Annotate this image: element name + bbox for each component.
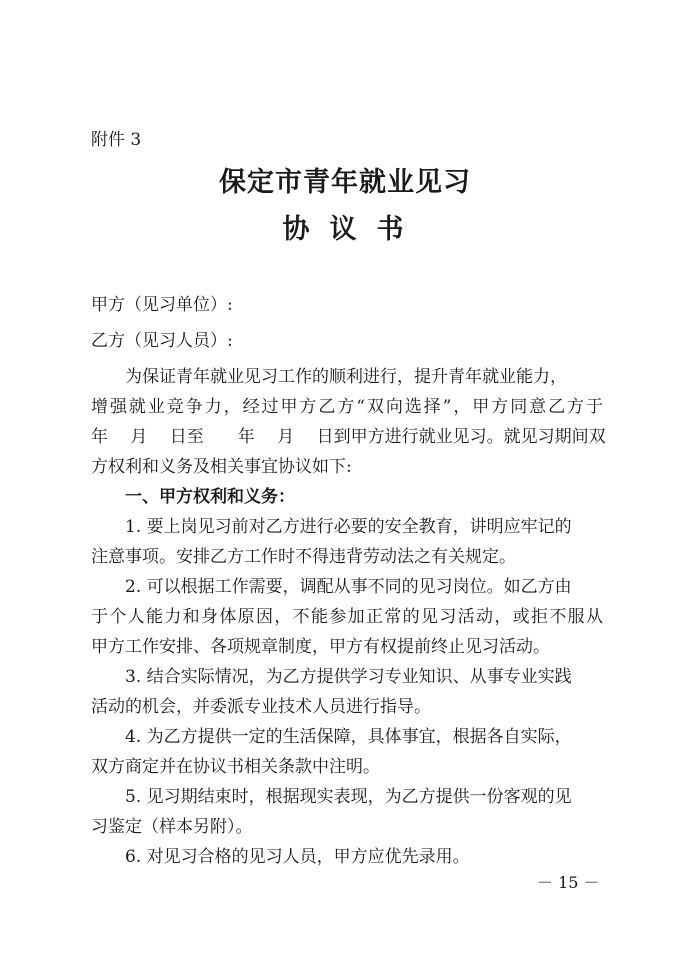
clause-line: 活动的机会，并委派专业技术人员进行指导。: [91, 697, 431, 717]
party-b-line: 乙方（见习人员）:: [91, 331, 233, 351]
intro-line: 年 月 日至 年 月 日到甲方进行就业见习。就见习期间双: [91, 427, 606, 447]
clause-line: 于个人能力和身体原因，不能参加正常的见习活动，或拒不服从: [91, 607, 603, 627]
clause-line: 1. 要上岗见习前对乙方进行必要的安全教育，讲明应牢记的: [125, 517, 572, 537]
attachment-label: 附件 3: [91, 130, 142, 150]
document-subtitle: 协议书: [282, 214, 424, 245]
intro-line: 增强就业竞争力，经过甲方乙方“双向选择”，甲方同意乙方于: [91, 397, 603, 417]
intro-line: 方权利和义务及相关事宜协议如下:: [91, 457, 352, 477]
clause-line: 双方商定并在协议书相关条款中注明。: [91, 757, 380, 777]
clause-line: 注意事项。安排乙方工作时不得违背劳动法之有关规定。: [91, 547, 516, 567]
intro-line: 为保证青年就业见习工作的顺利进行，提升青年就业能力，: [125, 367, 567, 387]
section-heading: 一、甲方权利和义务：: [125, 487, 295, 507]
document-body: [91, 290, 606, 872]
clause-line: 5. 见习期结束时，根据现实表现，为乙方提供一份客观的见: [125, 787, 572, 807]
clause-4: [91, 722, 603, 782]
clause-3: [91, 662, 603, 722]
intro-paragraph: [91, 362, 606, 482]
clause-5: [91, 782, 603, 842]
clause-6: [91, 842, 603, 872]
document-title: 保定市青年就业见习: [219, 167, 471, 198]
party-a-line: 甲方（见习单位）:: [91, 295, 233, 315]
clause-2: [91, 572, 603, 662]
clause-line: 3. 结合实际情况，为乙方提供学习专业知识、从事专业实践: [125, 667, 572, 687]
clause-line: 2. 可以根据工作需要，调配从事不同的见习岗位。如乙方由: [125, 577, 572, 597]
clause-line: 4. 为乙方提供一定的生活保障，具体事宜，根据各自实际，: [125, 727, 572, 747]
clause-line: 甲方工作安排、各项规章制度，甲方有权提前终止见习活动。: [91, 637, 550, 657]
clause-1: [91, 512, 603, 572]
clause-line: 6. 对见习合格的见习人员，甲方应优先录用。: [125, 847, 470, 867]
clause-line: 习鉴定（样本另附）。: [91, 817, 253, 837]
page-number: － 15 －: [537, 873, 600, 892]
